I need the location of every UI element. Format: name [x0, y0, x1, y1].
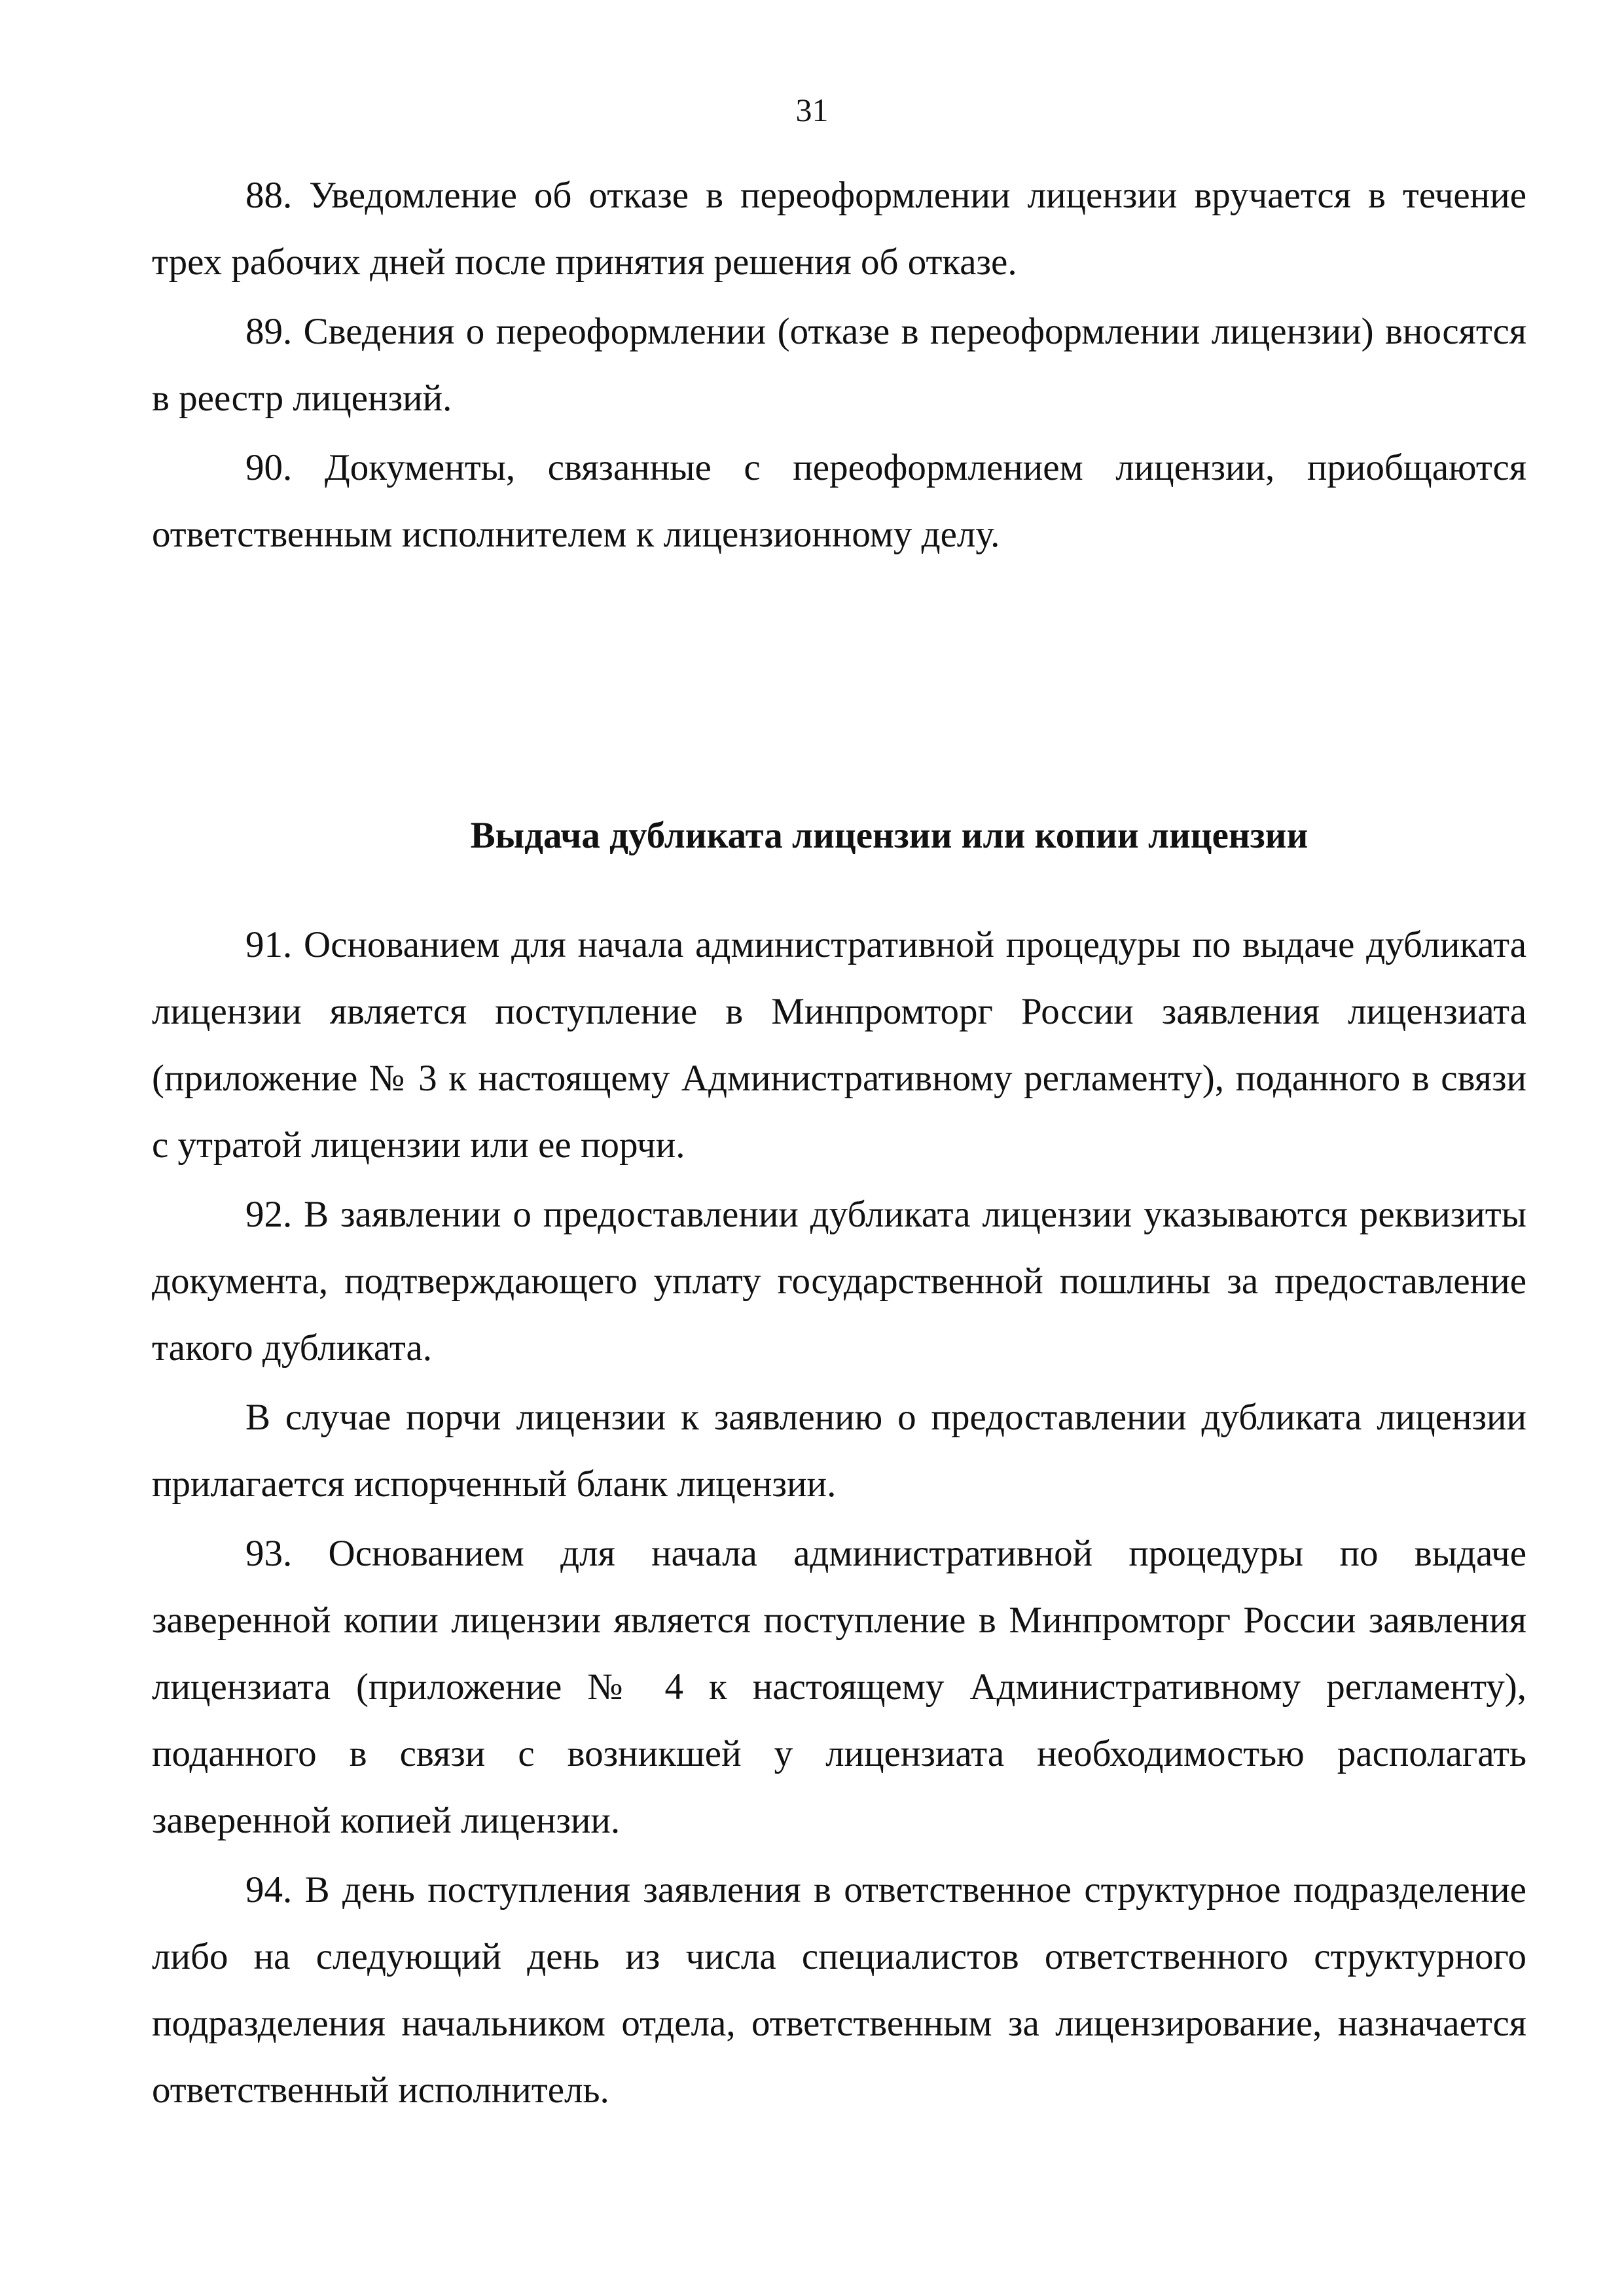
paragraph-92: 92. В заявлении о предоставлении дубликата лицензии указываются реквизиты документа, подтверждающего уплату государственной пошлины за предоставление такого дубликата. [152, 1194, 1526, 1369]
section-duplicate-paragraphs [152, 912, 1526, 2124]
paragraph-94: 94. В день поступления заявления в ответственное структурное подразделение либо на следующий день из числа специалистов ответственного структурного подразделения начальником отдела, ответственным за лицензирование, назначается ответственный исполнитель. [152, 1869, 1526, 2111]
paragraph-90: 90. Документы, связанные с переоформлением лицензии, приобщаются ответственным исполнителем к лицензионному делу. [152, 447, 1526, 555]
section-reissue-paragraphs [152, 162, 1526, 568]
paragraph-88: 88. Уведомление об отказе в переоформлении лицензии вручается в течение трех рабочих дней после принятия решения об отказе. [152, 175, 1526, 283]
page-number: 31 [795, 92, 829, 128]
paragraph-93: 93. Основанием для начала административной процедуры по выдаче заверенной копии лицензии является поступление в Минпромторг России заявления лицензиата (приложение № 4 к настоящему Административному регламенту), поданного в связи с возникшей у лицензиата необходимостью располагать заверенной копией лицензии. [152, 1533, 1526, 1841]
section-heading: Выдача дубликата лицензии или копии лицензии [470, 815, 1308, 856]
paragraph-89: 89. Сведения о переоформлении (отказе в переоформлении лицензии) вносятся в реестр лицензий. [152, 311, 1526, 419]
paragraph-91: 91. Основанием для начала административной процедуры по выдаче дубликата лицензии является поступление в Минпромторг России заявления лицензиата (приложение № 3 к настоящему Административному регламенту), поданного в связи с утратой лицензии или ее порчи. [152, 924, 1526, 1166]
paragraph-92-continued: В случае порчи лицензии к заявлению о предоставлении дубликата лицензии прилагается испорченный бланк лицензии. [152, 1397, 1526, 1505]
